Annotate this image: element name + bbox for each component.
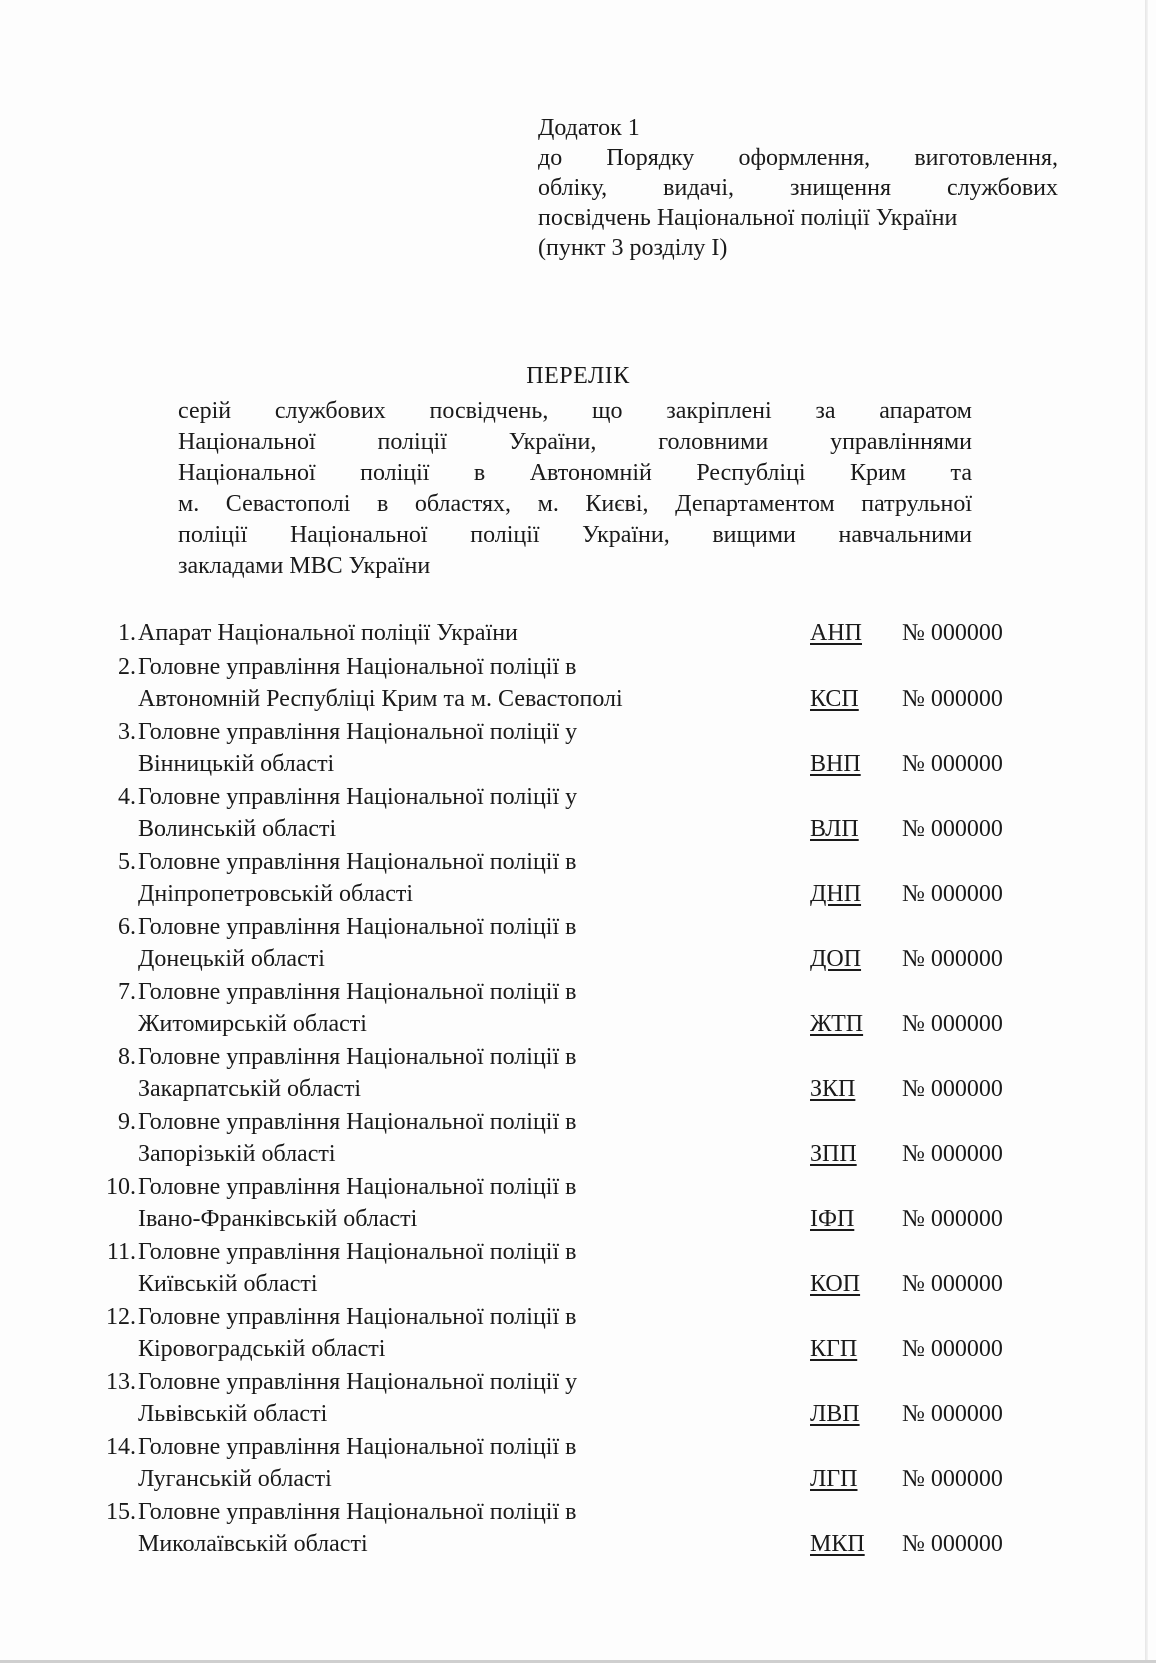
item-text-cont: Донецькій області: [138, 946, 325, 972]
item-series: КОП: [810, 1271, 861, 1297]
item-text-cont: Волинській області: [138, 816, 337, 842]
item-series: АНП: [810, 620, 862, 646]
item-text: Головне управління Національної поліції у: [138, 784, 578, 810]
item-series: КГП: [810, 1336, 858, 1362]
appendix-header: [538, 113, 1058, 263]
item-number: 4.: [118, 784, 136, 810]
item-number: 2.: [118, 654, 136, 680]
item-number: 6.: [118, 914, 136, 940]
item-text-cont: Дніпропетровській області: [138, 881, 414, 907]
item-series: ЛГП: [810, 1466, 858, 1492]
list-item: [90, 1499, 1070, 1564]
subtitle-line: Національної поліції України, головними управліннями: [178, 429, 972, 455]
item-text-cont: Запорізькій області: [138, 1141, 336, 1167]
item-series-number: № 000000: [902, 816, 1003, 842]
item-series: ЖТП: [810, 1011, 864, 1037]
item-text: Головне управління Національної поліції в: [138, 1499, 577, 1525]
item-text: Головне управління Національної поліції в: [138, 914, 577, 940]
item-text-cont: Вінницькій області: [138, 751, 335, 777]
item-series-number: № 000000: [902, 1401, 1003, 1427]
appendix-text-line: до Порядку оформлення, виготовлення,: [538, 145, 1058, 171]
item-number: 12.: [106, 1304, 136, 1330]
list-item: [90, 1369, 1070, 1434]
subtitle-line: Національної поліції в Автономній Республіці Крим та: [178, 460, 972, 486]
item-series-number: № 000000: [902, 620, 1003, 646]
item-series-number: № 000000: [902, 1011, 1003, 1037]
item-text: Головне управління Національної поліції у: [138, 719, 578, 745]
list-item: [90, 1239, 1070, 1304]
item-series-number: № 000000: [902, 1076, 1003, 1102]
list-item: [90, 719, 1070, 784]
item-series-number: № 000000: [902, 1206, 1003, 1232]
item-text-cont: Київській області: [138, 1271, 318, 1297]
item-series: ІФП: [810, 1206, 855, 1232]
item-series: ВЛП: [810, 816, 859, 842]
list-item: [90, 1304, 1070, 1369]
list-item: [90, 620, 1070, 654]
item-text: Апарат Національної поліції України: [138, 620, 518, 646]
item-text-cont: Львівській області: [138, 1401, 328, 1427]
item-series-number: № 000000: [902, 1271, 1003, 1297]
item-text: Головне управління Національної поліції в: [138, 849, 577, 875]
appendix-text-line: посвідчень Національної поліції України: [538, 205, 958, 231]
item-number: 10.: [106, 1174, 136, 1200]
list-item: [90, 1044, 1070, 1109]
appendix-text-line: (пункт 3 розділу I): [538, 235, 728, 261]
item-series: ДОП: [810, 946, 862, 972]
item-number: 14.: [106, 1434, 136, 1460]
scan-edge: [1145, 0, 1148, 1663]
item-text: Головне управління Національної поліції в: [138, 979, 577, 1005]
item-series-number: № 000000: [902, 1336, 1003, 1362]
item-series-number: № 000000: [902, 1531, 1003, 1557]
item-text-cont: Миколаївській області: [138, 1531, 368, 1557]
item-number: 15.: [106, 1499, 136, 1525]
item-series: ДНП: [810, 881, 862, 907]
item-text-cont: Автономній Республіці Крим та м. Севастополі: [138, 686, 623, 712]
item-number: 7.: [118, 979, 136, 1005]
item-text-cont: Луганській області: [138, 1466, 332, 1492]
item-text: Головне управління Національної поліції в: [138, 1434, 577, 1460]
item-text: Головне управління Національної поліції в: [138, 1239, 577, 1265]
subtitle-line: м. Севастополі в областях, м. Києві, Департаментом патрульної: [178, 491, 972, 517]
item-series: ЛВП: [810, 1401, 860, 1427]
item-series: ВНП: [810, 751, 861, 777]
item-number: 13.: [106, 1369, 136, 1395]
item-series-number: № 000000: [902, 946, 1003, 972]
item-series: МКП: [810, 1531, 865, 1557]
item-series: КСП: [810, 686, 859, 712]
document-title: ПЕРЕЛІК: [526, 363, 630, 389]
item-number: 9.: [118, 1109, 136, 1135]
item-text: Головне управління Національної поліції в: [138, 1109, 577, 1135]
list-item: [90, 654, 1070, 719]
list-item: [90, 1174, 1070, 1239]
item-text-cont: Кіровоградській області: [138, 1336, 386, 1362]
document-subtitle: [178, 396, 972, 582]
item-number: 3.: [118, 719, 136, 745]
item-number: 8.: [118, 1044, 136, 1070]
list-item: [90, 1109, 1070, 1174]
item-text: Головне управління Національної поліції в: [138, 654, 577, 680]
subtitle-line: серій службових посвідчень, що закріплені за апаратом: [178, 398, 972, 424]
item-text-cont: Івано-Франківській області: [138, 1206, 418, 1232]
item-series-number: № 000000: [902, 751, 1003, 777]
item-text-cont: Житомирській області: [138, 1011, 367, 1037]
item-number: 5.: [118, 849, 136, 875]
item-text: Головне управління Національної поліції в: [138, 1044, 577, 1070]
subtitle-line: закладами МВС України: [178, 553, 431, 579]
appendix-text-line: обліку, видачі, знищення службових: [538, 175, 1058, 201]
item-text: Головне управління Національної поліції у: [138, 1369, 578, 1395]
appendix-label: Додаток 1: [538, 115, 640, 141]
item-text: Головне управління Національної поліції в: [138, 1304, 577, 1330]
list-item: [90, 849, 1070, 914]
list-item: [90, 914, 1070, 979]
list-item: [90, 1434, 1070, 1499]
list-item: [90, 979, 1070, 1044]
item-series-number: № 000000: [902, 1141, 1003, 1167]
subtitle-line: поліції Національної поліції України, вищими навчальними: [178, 522, 972, 548]
series-list: [90, 620, 1070, 1564]
item-number: 11.: [106, 1239, 136, 1265]
item-series: ЗПП: [810, 1141, 857, 1167]
item-text-cont: Закарпатській області: [138, 1076, 362, 1102]
item-text: Головне управління Національної поліції в: [138, 1174, 577, 1200]
list-item: [90, 784, 1070, 849]
item-series-number: № 000000: [902, 1466, 1003, 1492]
item-series-number: № 000000: [902, 881, 1003, 907]
item-series: ЗКП: [810, 1076, 856, 1102]
item-series-number: № 000000: [902, 686, 1003, 712]
item-number: 1.: [118, 620, 136, 646]
